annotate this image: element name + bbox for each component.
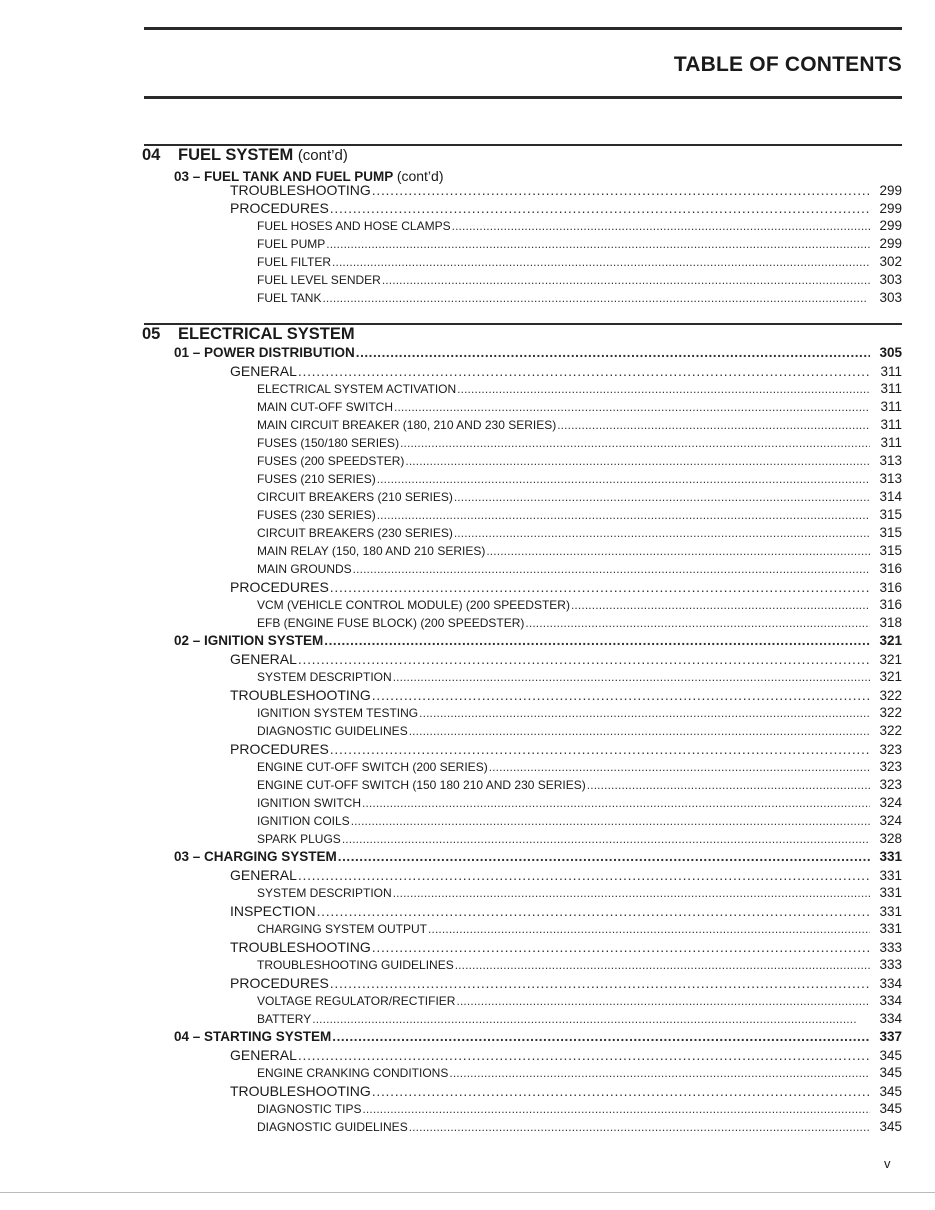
section-number: 04 [142,146,161,164]
toc-entry-page: 324 [879,795,902,810]
toc-entry-label: ENGINE CRANKING CONDITIONS [257,1066,449,1080]
toc-entry-label: GENERAL [230,867,297,883]
dot-leader [428,922,870,936]
section-title: FUEL SYSTEM [178,146,294,164]
toc-entry-page: 311 [880,381,902,396]
toc-entry[interactable] [230,651,902,667]
toc-entry-page: 324 [879,813,902,828]
toc-entry[interactable] [230,939,902,955]
toc-entry-page: 299 [879,201,902,216]
toc-entry-label: MAIN GROUNDS [257,562,352,576]
dot-leader [382,273,870,287]
chapter-heading-label: 03 – FUEL TANK AND FUEL PUMP [174,169,394,184]
toc-entry[interactable] [174,345,902,360]
toc-entry-label: FUSES (200 SPEEDSTER) [257,454,405,468]
toc-entry-label: CIRCUIT BREAKERS (230 SERIES) [257,526,453,540]
toc-entry[interactable] [230,182,902,198]
toc-entry-page: 321 [879,652,902,667]
toc-entry-label: VCM (VEHICLE CONTROL MODULE) (200 SPEEDSTER) [257,598,570,612]
dot-leader [400,436,870,450]
toc-entry-page: 311 [880,364,902,379]
toc-entry[interactable] [257,777,902,792]
toc-entry-page: 334 [879,1011,902,1026]
toc-entry-label: ENGINE CUT-OFF SWITCH (200 SERIES) [257,760,488,774]
toc-entry-page: 334 [879,993,902,1008]
toc-entry-page: 316 [879,597,902,612]
toc-entry-page: 323 [879,759,902,774]
dot-leader [324,633,870,648]
toc-entry[interactable] [230,867,902,883]
toc-entry-page: 333 [879,957,902,972]
toc-entry-label: IGNITION COILS [257,814,350,828]
toc-entry-label: FUEL FILTER [257,255,332,269]
toc-entry-label: INSPECTION [230,903,316,919]
toc-entry-label: MAIN CIRCUIT BREAKER (180, 210 AND 230 SERIES) [257,418,557,432]
toc-entry-page: 331 [879,868,902,883]
toc-entry-label: 04 – STARTING SYSTEM [174,1029,332,1044]
toc-entry[interactable] [174,849,902,864]
toc-entry[interactable] [230,200,902,216]
toc-entry-label: BATTERY [257,1012,312,1026]
toc-entry-label: TROUBLESHOOTING GUIDELINES [257,958,454,972]
toc-entry-page: 313 [879,471,902,486]
toc-entry-label: 02 – IGNITION SYSTEM [174,633,324,648]
dot-leader [449,1066,870,1080]
toc-entry-label: TROUBLESHOOTING [230,182,371,198]
dot-leader [571,598,870,612]
toc-entry-page: 315 [879,543,902,558]
toc-entry-page: 316 [879,580,902,595]
toc-entry-page: 311 [880,435,902,450]
toc-entry-page: 305 [879,345,902,360]
toc-entry-page: 315 [879,507,902,522]
section-continued: (cont’d) [297,147,348,164]
toc-entry-label: FUEL HOSES AND HOSE CLAMPS [257,219,451,233]
dot-leader [353,562,870,576]
section-number: 05 [142,325,161,343]
header-top-rule [144,27,902,30]
toc-entry[interactable] [257,507,902,522]
toc-entry[interactable] [257,1011,902,1026]
toc-entry-page: 321 [879,633,902,648]
toc-entry-label: FUSES (150/180 SERIES) [257,436,400,450]
toc-entry-label: FUEL TANK [257,291,322,305]
toc-entry[interactable] [257,705,902,720]
dot-leader [312,1012,870,1026]
toc-entry-page: 345 [879,1101,902,1116]
toc-entry-page: 311 [880,417,902,432]
toc-entry-page: 333 [879,940,902,955]
toc-entry[interactable] [257,453,902,468]
dot-leader [454,490,870,504]
toc-entry[interactable] [257,813,902,828]
dot-leader [351,814,870,828]
toc-entry-label: DIAGNOSTIC GUIDELINES [257,724,408,738]
toc-entry[interactable] [257,290,902,305]
toc-entry-label: FUSES (230 SERIES) [257,508,376,522]
toc-entry-page: 322 [879,705,902,720]
toc-entry-label: ENGINE CUT-OFF SWITCH (150 180 210 AND 230 SERIES) [257,778,586,792]
dot-leader [362,1102,870,1116]
toc-entry-page: 345 [879,1084,902,1099]
toc-entry-label: MAIN CUT-OFF SWITCH [257,400,393,414]
toc-entry-label: SPARK PLUGS [257,832,341,846]
dot-leader [455,958,870,972]
toc-entry[interactable] [257,921,902,936]
toc-entry-label: PROCEDURES [230,975,329,991]
toc-entry-label: CIRCUIT BREAKERS (210 SERIES) [257,490,453,504]
toc-entry[interactable] [230,1047,902,1063]
toc-entry-label: SYSTEM DESCRIPTION [257,670,392,684]
footer-rule [0,1192,935,1193]
toc-entry[interactable] [174,633,902,648]
dot-leader [332,255,870,269]
dot-leader [356,345,870,360]
toc-entry-page: 345 [879,1119,902,1134]
dot-leader [362,796,870,810]
toc-entry-page: 345 [879,1048,902,1063]
dot-leader [330,579,870,595]
toc-entry-page: 318 [879,615,902,630]
toc-entry[interactable] [257,561,902,576]
toc-entry[interactable] [257,254,902,269]
toc-entry-page: 311 [880,399,902,414]
toc-entry[interactable] [257,417,902,432]
dot-leader [409,1120,870,1134]
toc-entry-page: 334 [879,976,902,991]
toc-entry[interactable] [257,1101,902,1116]
toc-entry-label: FUSES (210 SERIES) [257,472,376,486]
toc-entry-page: 299 [879,236,902,251]
toc-entry[interactable] [257,795,902,810]
dot-leader [394,400,870,414]
toc-entry[interactable] [257,218,902,233]
toc-entry-page: 323 [879,777,902,792]
toc-entry-label: ELECTRICAL SYSTEM ACTIVATION [257,382,457,396]
dot-leader [298,1047,870,1063]
toc-entry[interactable] [257,831,902,846]
toc-entry-page: 316 [879,561,902,576]
page-title: TABLE OF CONTENTS [673,53,902,76]
toc-entry-label: CHARGING SYSTEM OUTPUT [257,922,428,936]
dot-leader [317,903,870,919]
toc-entry-page: 345 [879,1065,902,1080]
toc-entry-page: 315 [879,525,902,540]
dot-leader [372,687,870,703]
toc-entry[interactable] [257,723,902,738]
toc-entry-label: GENERAL [230,651,297,667]
dot-leader [322,291,870,305]
dot-leader [372,939,870,955]
toc-entry-label: PROCEDURES [230,579,329,595]
toc-entry-page: 299 [879,183,902,198]
toc-entry[interactable] [257,525,902,540]
toc-entry-page: 322 [879,723,902,738]
toc-entry-label: MAIN RELAY (150, 180 AND 210 SERIES) [257,544,486,558]
toc-entry-page: 303 [879,272,902,287]
toc-entry-page: 337 [879,1029,902,1044]
toc-entry-page: 303 [879,290,902,305]
dot-leader [330,975,870,991]
toc-entry[interactable] [230,363,902,379]
header-bottom-rule [144,96,902,99]
toc-entry[interactable] [257,399,902,414]
dot-leader [489,760,870,774]
dot-leader [452,219,870,233]
toc-entry[interactable] [257,1119,902,1134]
toc-entry[interactable] [230,975,902,991]
toc-entry-page: 322 [879,688,902,703]
toc-entry[interactable] [257,597,902,612]
toc-entry-label: GENERAL [230,1047,297,1063]
toc-entry-label: TROUBLESHOOTING [230,687,371,703]
dot-leader [393,886,870,900]
toc-entry-label: FUEL PUMP [257,237,326,251]
dot-leader [454,526,870,540]
dot-leader [377,508,870,522]
toc-entry[interactable] [174,1029,902,1044]
dot-leader [330,741,870,757]
section-title: ELECTRICAL SYSTEM [178,325,355,343]
toc-entry[interactable] [257,471,902,486]
dot-leader [342,832,870,846]
dot-leader [298,867,870,883]
toc-entry-page: 313 [879,453,902,468]
toc-entry-label: IGNITION SWITCH [257,796,361,810]
section-heading [142,146,348,165]
toc-entry[interactable] [257,615,902,630]
toc-entry[interactable] [230,741,902,757]
toc-entry[interactable] [257,435,902,450]
dot-leader [409,724,870,738]
toc-entry-label: 01 – POWER DISTRIBUTION [174,345,355,360]
dot-leader [298,651,870,667]
chapter-heading-continued: (cont’d) [396,168,444,184]
toc-entry[interactable] [257,236,902,251]
toc-entry-label: 03 – CHARGING SYSTEM [174,849,337,864]
dot-leader [457,382,870,396]
toc-entry-label: EFB (ENGINE FUSE BLOCK) (200 SPEEDSTER) [257,616,525,630]
dot-leader [419,706,870,720]
toc-entry[interactable] [230,579,902,595]
page-number: v [884,1156,891,1171]
toc-entry-label: FUEL LEVEL SENDER [257,273,381,287]
toc-entry-label: IGNITION SYSTEM TESTING [257,706,419,720]
dot-leader [338,849,870,864]
toc-entry-page: 331 [879,885,902,900]
dot-leader [377,472,870,486]
toc-entry-page: 331 [879,849,902,864]
dot-leader [405,454,870,468]
toc-entry[interactable] [257,759,902,774]
dot-leader [456,994,870,1008]
toc-entry[interactable] [257,489,902,504]
dot-leader [326,237,870,251]
section-heading [142,325,355,344]
toc-entry[interactable] [257,957,902,972]
toc-entry-page: 299 [879,218,902,233]
toc-entry-label: TROUBLESHOOTING [230,939,371,955]
toc-entry-page: 331 [879,904,902,919]
toc-entry[interactable] [257,885,902,900]
dot-leader [372,182,870,198]
toc-entry[interactable] [257,543,902,558]
toc-entry-page: 323 [879,742,902,757]
toc-entry[interactable] [230,1083,902,1099]
toc-entry[interactable] [230,687,902,703]
toc-entry[interactable] [257,669,902,684]
toc-entry-label: DIAGNOSTIC GUIDELINES [257,1120,408,1134]
dot-leader [330,200,870,216]
toc-entry-page: 328 [879,831,902,846]
toc-entry-label: PROCEDURES [230,200,329,216]
dot-leader [372,1083,870,1099]
toc-entry[interactable] [230,903,902,919]
toc-entry[interactable] [257,381,902,396]
toc-entry-page: 302 [879,254,902,269]
toc-entry[interactable] [257,993,902,1008]
toc-entry-label: VOLTAGE REGULATOR/RECTIFIER [257,994,456,1008]
toc-entry-page: 314 [879,489,902,504]
dot-leader [298,363,870,379]
dot-leader [393,670,870,684]
dot-leader [332,1029,870,1044]
toc-entry-label: TROUBLESHOOTING [230,1083,371,1099]
toc-entry-label: PROCEDURES [230,741,329,757]
dot-leader [557,418,870,432]
toc-entry-page: 321 [879,669,902,684]
toc-entry-page: 331 [879,921,902,936]
toc-entry[interactable] [257,272,902,287]
toc-entry-label: SYSTEM DESCRIPTION [257,886,392,900]
toc-entry-label: GENERAL [230,363,297,379]
dot-leader [525,616,870,630]
toc-entry-label: DIAGNOSTIC TIPS [257,1102,362,1116]
dot-leader [486,544,870,558]
dot-leader [587,778,870,792]
toc-entry[interactable] [257,1065,902,1080]
